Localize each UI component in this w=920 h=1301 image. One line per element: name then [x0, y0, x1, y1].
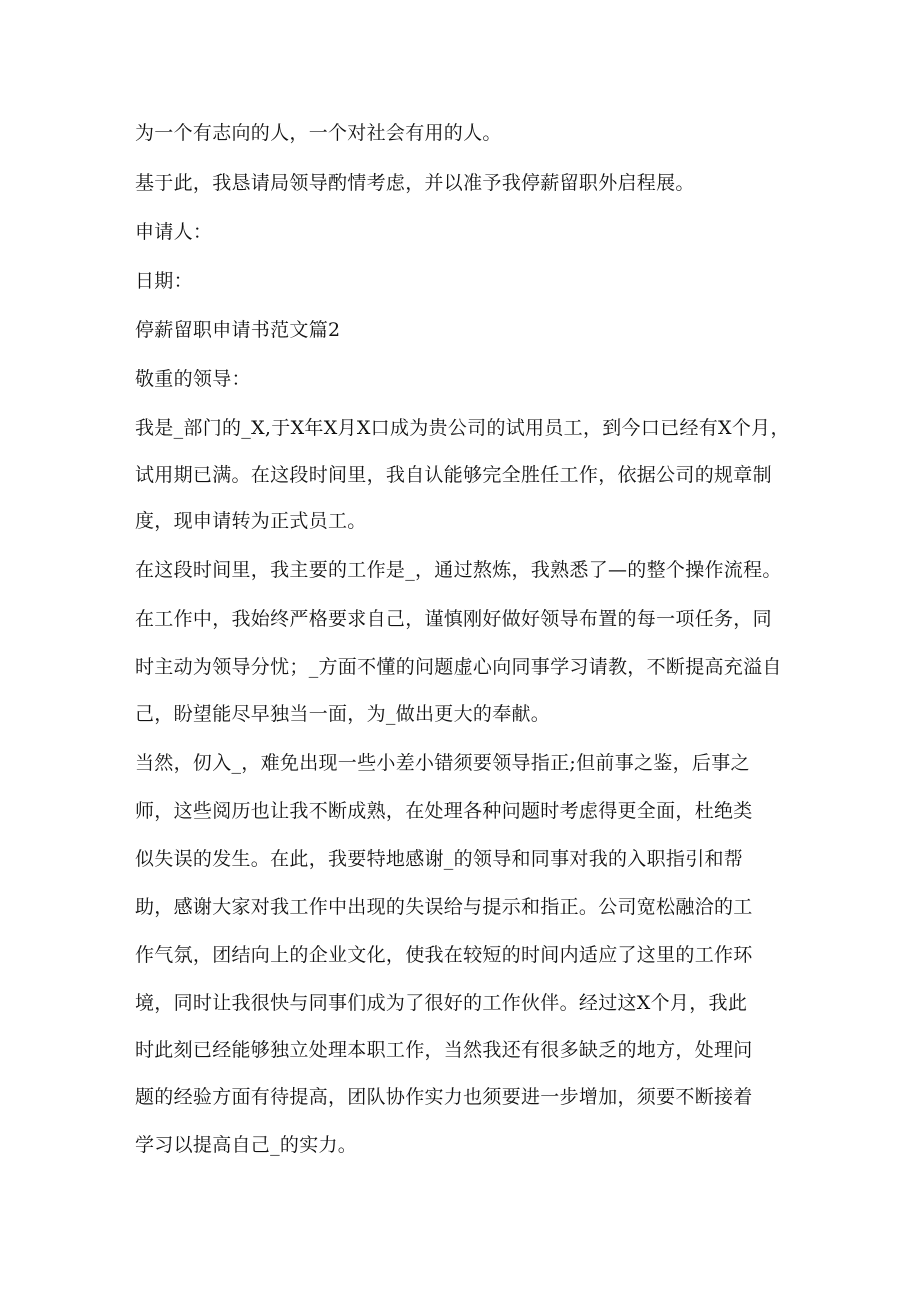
text-line: 时此刻已经能够独立处理本职工作，当然我还有很多缺乏的地方，处理问 [135, 1039, 753, 1061]
text-line: 基于此，我恳请局领导酌情考虑，并以准予我停薪留职外启程展。 [135, 172, 695, 194]
text-line: 在这段时间里，我主要的工作是_，通过熬炼，我熟悉了—的整个操作流程。 [135, 559, 782, 581]
text-line: 助，感谢大家对我工作中出现的失误给与提示和指正。公司宽松融洽的工 [135, 896, 753, 918]
text-line: 己，盼望能尽早独当一面，为_做出更大的奉献。 [135, 703, 551, 725]
text-line: 当然，仞入_，难免出现一些小差小错须要领导指正;但前事之鉴，后事之 [135, 752, 750, 774]
text-line: 试用期已满。在这段时间里，我自认能够完全胜任工作，依据公司的规章制 [135, 464, 772, 486]
text-line: 申请人： [135, 221, 213, 243]
text-line: 度，现申请转为正式员工。 [135, 510, 367, 532]
text-line: 我是_部门的_X,于X年X月X口成为贵公司的试用员工，到今口已经有X个月， [135, 417, 790, 439]
text-line: 学习以提高自己_的实力。 [135, 1134, 358, 1156]
salutation: 敬重的领导： [135, 368, 251, 390]
text-line: 题的经验方面有待提高，团队协作实力也须要进一步增加，须要不断接着 [135, 1086, 753, 1108]
text-line: 在工作中，我始终严格要求自己，谨慎刚好做好领导布置的每一项任务，同 [135, 608, 772, 630]
section-heading: 停薪留职申请书范文篇2 [135, 319, 341, 341]
text-line: 时主动为领导分忧；_方面不懂的问题虚心向同事学习请教，不断提高充溢自 [135, 656, 782, 678]
text-line: 境，同时让我很快与同事们成为了很好的工作伙伴。经过这X个月，我此 [135, 992, 748, 1014]
text-line: 似失误的发生。在此，我要特地感谢_的领导和同事对我的入职指引和帮 [135, 848, 744, 870]
text-line: 日期： [135, 270, 193, 292]
text-line: 作气氛，团结向上的企业文化，使我在较短的时间内适应了这里的工作环 [135, 944, 753, 966]
text-line: 为一个有志向的人，一个对社会有用的人。 [135, 122, 502, 144]
text-line: 师，这些阅历也让我不断成熟，在处理各种问题时考虑得更全面，杜绝类 [135, 800, 753, 822]
